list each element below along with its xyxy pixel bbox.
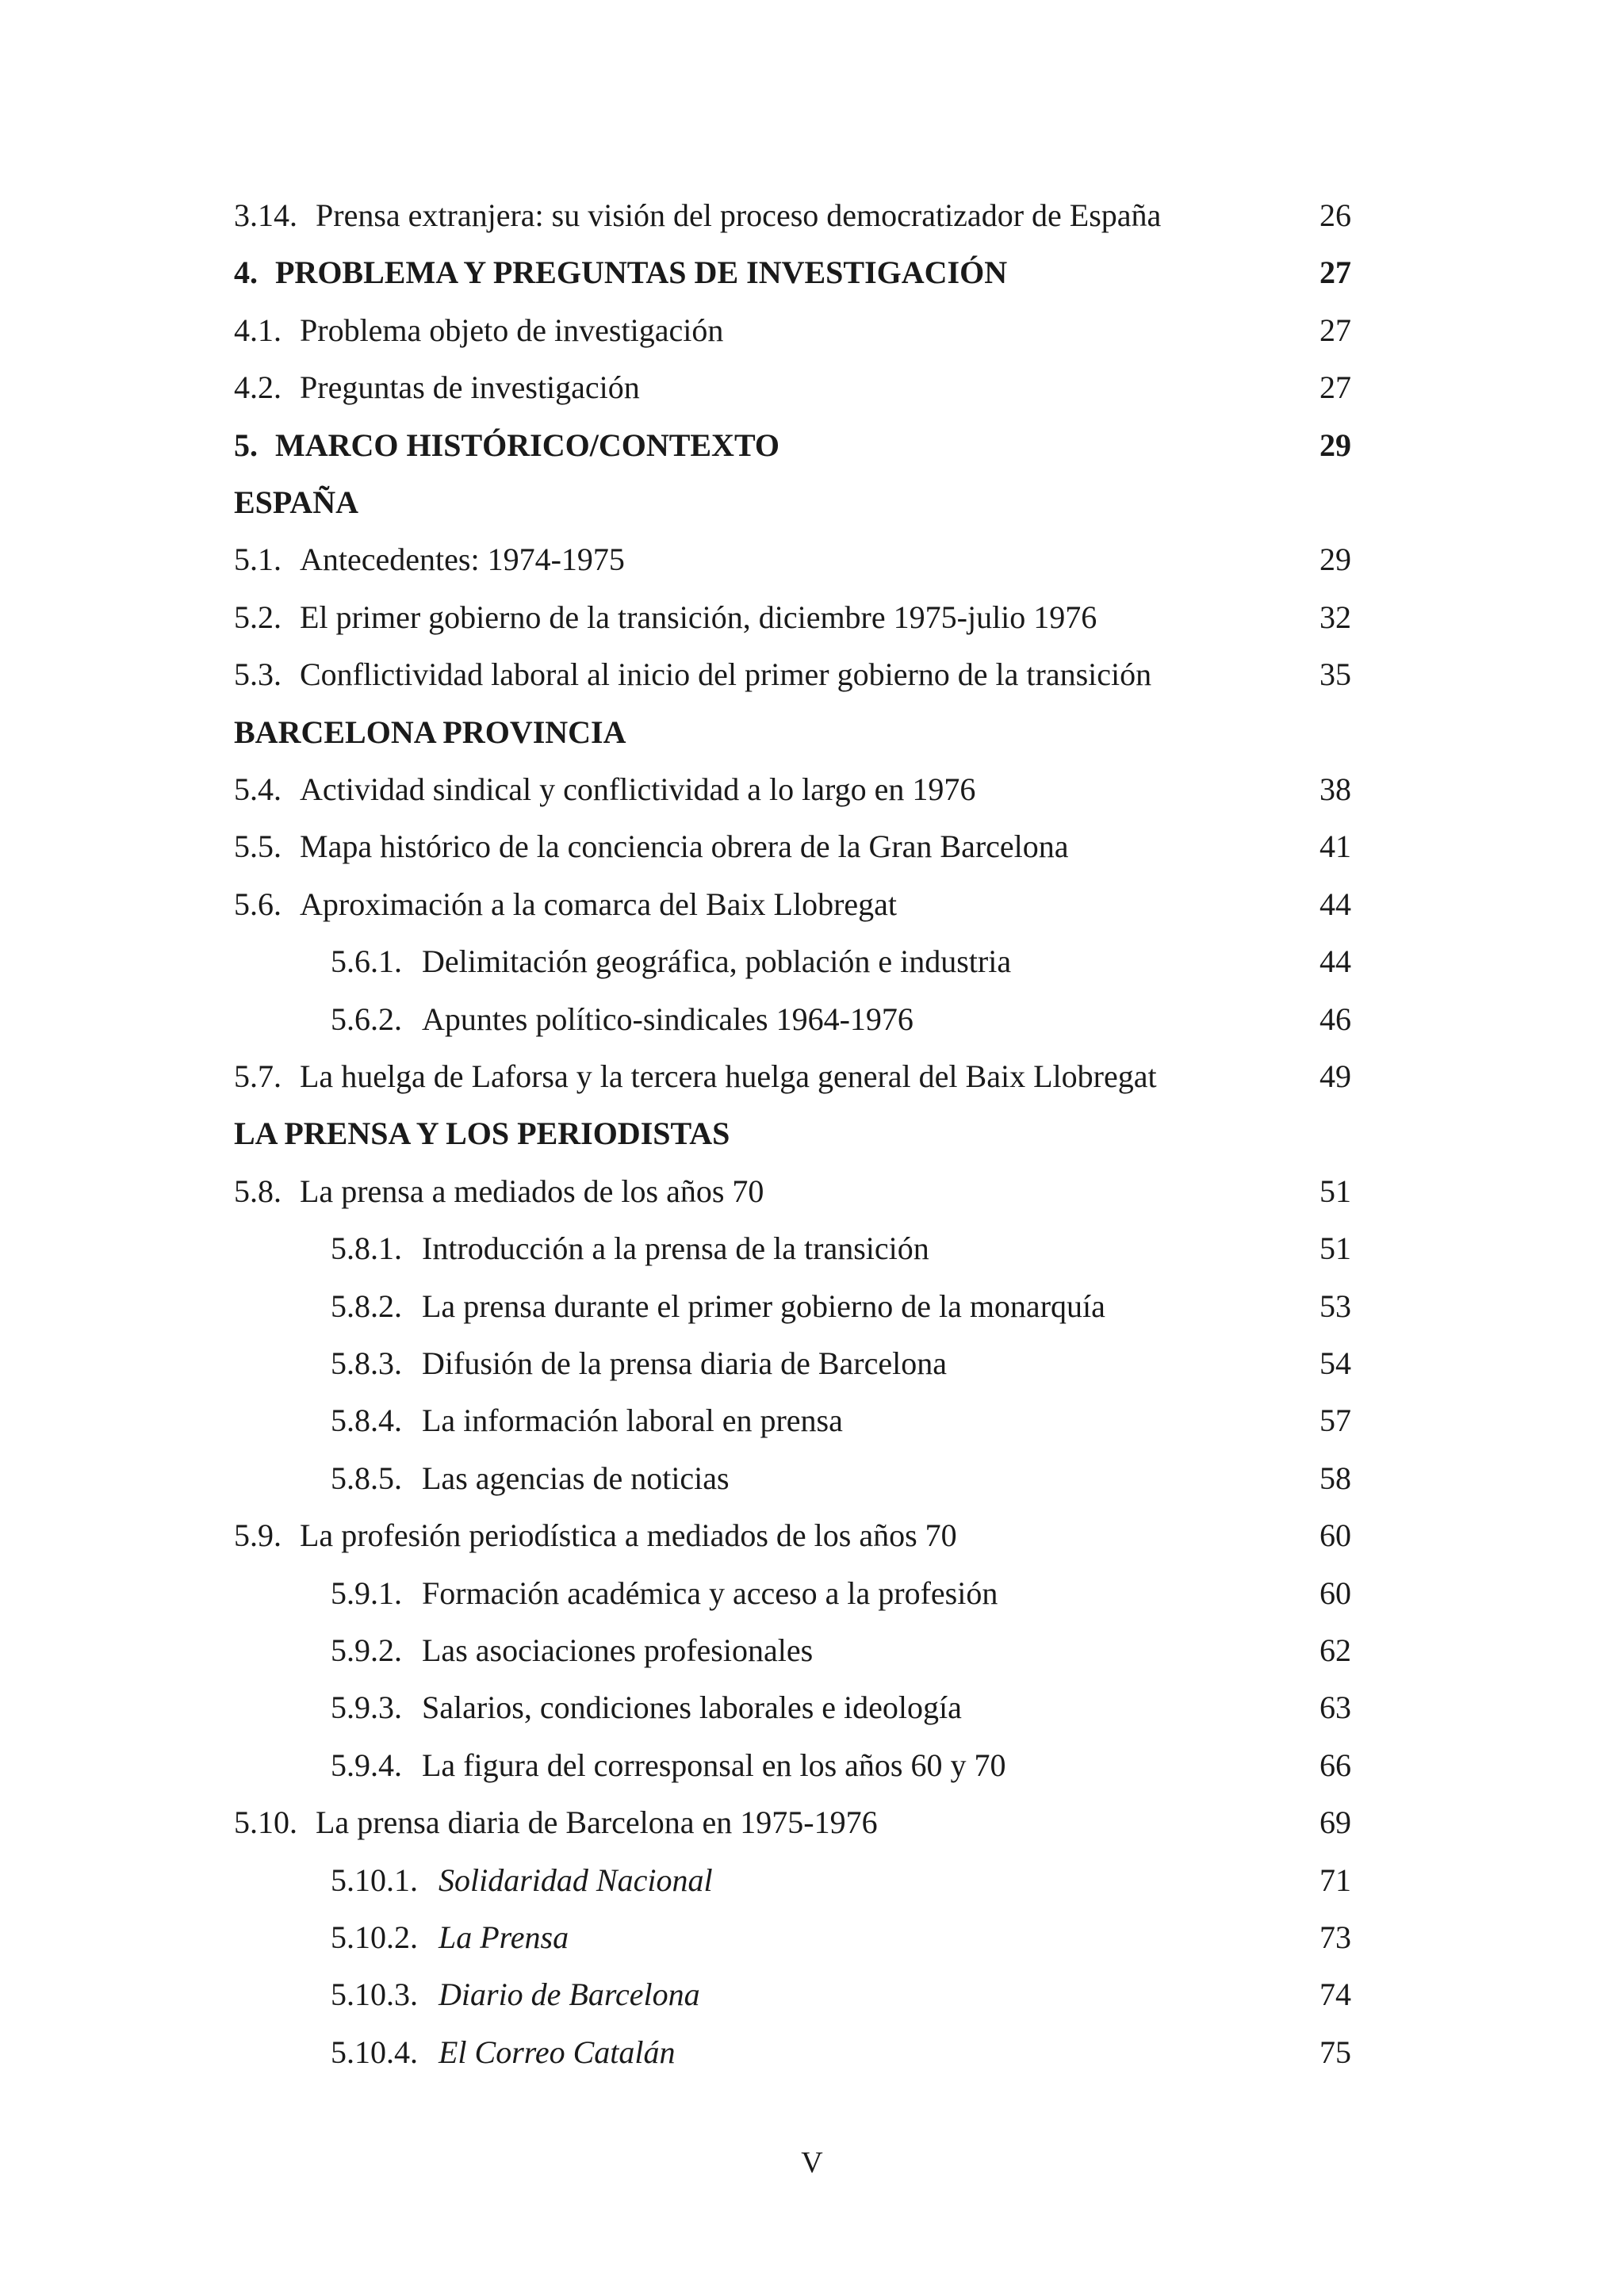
toc-entry-page: 46 (1320, 1001, 1351, 1037)
toc-entry-title: Conflictividad laboral al inicio del primer gobierno de la transición (300, 656, 1152, 692)
toc-entry-title: Introducción a la prensa de la transición (422, 1230, 929, 1266)
toc-entry-number: 5.9.2. (331, 1632, 402, 1668)
toc-entry-page: 27 (1320, 369, 1351, 405)
toc-entry-page: 51 (1320, 1173, 1351, 1209)
toc-entry-title: Difusión de la prensa diaria de Barcelona (422, 1345, 947, 1381)
toc-entry-page: 58 (1320, 1460, 1351, 1496)
toc-entry-number: 5.3. (234, 656, 282, 692)
toc-entry-title: BARCELONA PROVINCIA (234, 714, 626, 750)
toc-entry (0, 1338, 1624, 1389)
toc-heading (0, 420, 1624, 471)
toc-entry-title: Solidaridad Nacional (439, 1862, 713, 1898)
toc-entry (0, 1740, 1624, 1791)
toc-entry (0, 1510, 1624, 1561)
toc-entry-number: 5.10.1. (331, 1862, 418, 1898)
toc-entry-title: Actividad sindical y conflictividad a lo largo en 1976 (300, 771, 976, 807)
toc-entry-number: 3.14. (234, 197, 297, 233)
toc-entry (0, 1568, 1624, 1619)
toc-entry-number: 5.9.4. (331, 1747, 402, 1783)
toc-entry-title: Antecedentes: 1974-1975 (300, 541, 625, 577)
toc-entry-title: Prensa extranjera: su visión del proceso democratizador de España (316, 197, 1162, 233)
toc-entry-page: 66 (1320, 1747, 1351, 1783)
toc-entry (0, 1682, 1624, 1733)
toc-entry-page: 41 (1320, 828, 1351, 864)
toc-entry-page: 69 (1320, 1804, 1351, 1840)
toc-entry-number: 5.8.5. (331, 1460, 402, 1496)
toc-entry-title: El primer gobierno de la transición, diciembre 1975-julio 1976 (300, 599, 1097, 635)
toc-entry (0, 1223, 1624, 1274)
toc-entry-title: La figura del corresponsal en los años 60 y 70 (422, 1747, 1006, 1783)
toc-entry-title: LA PRENSA Y LOS PERIODISTAS (234, 1115, 730, 1151)
toc-entry-page: 29 (1320, 541, 1351, 577)
toc-entry-page: 60 (1320, 1575, 1351, 1611)
toc-entry-title: Mapa histórico de la conciencia obrera de la Gran Barcelona (300, 828, 1069, 864)
toc-entry (0, 534, 1624, 585)
toc-entry-title: La prensa diaria de Barcelona en 1975-1976 (316, 1804, 878, 1840)
toc-entry (0, 305, 1624, 356)
toc-entry-page: 73 (1320, 1919, 1351, 1955)
toc-entry-number: 5.5. (234, 828, 282, 864)
toc-entry-title: Salarios, condiciones laborales e ideología (422, 1689, 962, 1725)
toc-entry-page: 32 (1320, 599, 1351, 635)
toc-entry-title: Preguntas de investigación (300, 369, 640, 405)
toc-entry-number: 4. (234, 254, 258, 290)
toc-entry (0, 1625, 1624, 1676)
toc-entry-number: 5.1. (234, 541, 282, 577)
toc-entry (0, 1395, 1624, 1446)
toc-entry (0, 362, 1624, 413)
toc-entry (0, 649, 1624, 700)
toc-entry (0, 821, 1624, 872)
toc-entry-number: 5. (234, 427, 258, 463)
toc-entry-page: 54 (1320, 1345, 1351, 1381)
toc-entry-number: 5.2. (234, 599, 282, 635)
toc-entry-page: 57 (1320, 1402, 1351, 1438)
toc-entry-title: MARCO HISTÓRICO/CONTEXTO (275, 427, 780, 463)
toc-entry-page: 27 (1320, 254, 1351, 290)
toc-heading (0, 1108, 1624, 1159)
toc-entry-page: 44 (1320, 886, 1351, 922)
toc-entry-number: 5.6. (234, 886, 282, 922)
toc-entry-number: 5.10.3. (331, 1976, 418, 2012)
toc-entry-page: 71 (1320, 1862, 1351, 1898)
toc-heading (0, 477, 1624, 528)
toc-entry-page: 62 (1320, 1632, 1351, 1668)
toc-entry (0, 1453, 1624, 1504)
toc-entry-title: La prensa a mediados de los años 70 (300, 1173, 764, 1209)
toc-entry-title: La información laboral en prensa (422, 1402, 843, 1438)
toc-entry (0, 2027, 1624, 2078)
toc-heading (0, 247, 1624, 298)
toc-entry-number: 5.6.1. (331, 943, 402, 979)
toc-entry (0, 1855, 1624, 1906)
toc-entry (0, 190, 1624, 241)
toc-entry-number: 5.8.4. (331, 1402, 402, 1438)
toc-entry-number: 4.2. (234, 369, 282, 405)
toc-heading (0, 707, 1624, 758)
toc-entry-title: Problema objeto de investigación (300, 312, 724, 348)
toc-entry (0, 879, 1624, 930)
toc-entry (0, 1051, 1624, 1102)
toc-entry-title: El Correo Catalán (439, 2034, 676, 2070)
toc-entry-title: Apuntes político-sindicales 1964-1976 (422, 1001, 914, 1037)
toc-entry-title: Diario de Barcelona (439, 1976, 700, 2012)
toc-entry-number: 5.10.4. (331, 2034, 418, 2070)
toc-entry (0, 764, 1624, 815)
toc-entry-title: La huelga de Laforsa y la tercera huelga general del Baix Llobregat (300, 1058, 1157, 1094)
page-number: V (801, 2146, 823, 2179)
toc-entry-title: La Prensa (439, 1919, 569, 1955)
toc-entry (0, 592, 1624, 643)
toc-entry-title: Las asociaciones profesionales (422, 1632, 814, 1668)
toc-entry (0, 1281, 1624, 1332)
toc-entry-title: Delimitación geográfica, población e industria (422, 943, 1012, 979)
toc-entry (0, 1912, 1624, 1963)
toc-entry-number: 5.7. (234, 1058, 282, 1094)
toc-entry-number: 5.8.3. (331, 1345, 402, 1381)
toc-entry-number: 5.10.2. (331, 1919, 418, 1955)
toc-entry-number: 5.9.1. (331, 1575, 402, 1611)
toc-entry-page: 44 (1320, 943, 1351, 979)
toc-entry-title: Formación académica y acceso a la profesión (422, 1575, 998, 1611)
toc-entry-number: 5.9. (234, 1517, 282, 1553)
toc-entry-page: 63 (1320, 1689, 1351, 1725)
toc-entry (0, 1797, 1624, 1848)
toc-entry-page: 75 (1320, 2034, 1351, 2070)
toc-entry-page: 60 (1320, 1517, 1351, 1553)
toc-entry-page: 29 (1320, 427, 1351, 463)
toc-entry-title: La prensa durante el primer gobierno de la monarquía (422, 1288, 1105, 1324)
toc-entry-number: 4.1. (234, 312, 282, 348)
toc-entry-title: La profesión periodística a mediados de los años 70 (300, 1517, 957, 1553)
toc-entry-number: 5.10. (234, 1804, 297, 1840)
toc-entry-number: 5.8. (234, 1173, 282, 1209)
toc-entry-title: Las agencias de noticias (422, 1460, 730, 1496)
toc-entry-title: PROBLEMA Y PREGUNTAS DE INVESTIGACIÓN (275, 254, 1008, 290)
toc-entry-number: 5.8.1. (331, 1230, 402, 1266)
toc-entry-page: 51 (1320, 1230, 1351, 1266)
toc-entry-number: 5.9.3. (331, 1689, 402, 1725)
toc-entry-number: 5.6.2. (331, 1001, 402, 1037)
toc-entry-page: 26 (1320, 197, 1351, 233)
toc-entry (0, 936, 1624, 987)
toc-entry (0, 994, 1624, 1045)
toc-entry-number: 5.4. (234, 771, 282, 807)
toc-entry-page: 35 (1320, 656, 1351, 692)
toc-entry-page: 53 (1320, 1288, 1351, 1324)
toc-entry (0, 1969, 1624, 2020)
toc-entry-page: 74 (1320, 1976, 1351, 2012)
toc-entry (0, 1166, 1624, 1217)
toc-entry-title: ESPAÑA (234, 484, 359, 520)
toc-entry-number: 5.8.2. (331, 1288, 402, 1324)
toc-entry-title: Aproximación a la comarca del Baix Llobregat (300, 886, 898, 922)
toc-entry-page: 49 (1320, 1058, 1351, 1094)
toc-entry-page: 27 (1320, 312, 1351, 348)
toc-entry-page: 38 (1320, 771, 1351, 807)
